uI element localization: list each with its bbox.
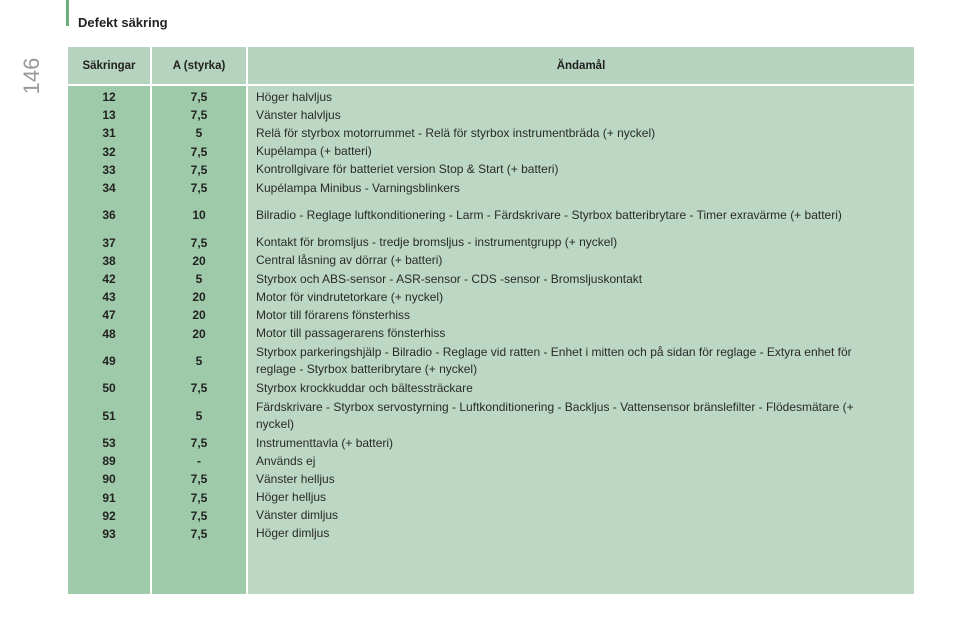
fuse-number-cell: 48 <box>102 326 116 341</box>
amperage-cell: 7,5 <box>190 108 208 123</box>
amperage-cell: 5 <box>195 272 203 287</box>
fuse-number-cell: 43 <box>102 290 116 305</box>
fuse-number-cell: 53 <box>102 436 116 451</box>
fuse-number-cell: 91 <box>102 490 116 505</box>
amperage-cell: 7,5 <box>190 144 208 159</box>
fuse-number-cell: 31 <box>102 126 116 141</box>
fuse-number-cell: 92 <box>102 508 116 523</box>
purpose-cell: Höger helljus <box>256 490 327 505</box>
section-accent-bar <box>66 0 69 26</box>
table-header <box>68 47 914 86</box>
fuse-number-cell: 42 <box>102 272 116 287</box>
purpose-cell: Styrbox parkeringshjälp - Bilradio - Reglage vid ratten - Enhet i mitten och på sidan för reglage - Extyra enhet för reglage - Styrbox batteribrytare (+ nyckel) <box>256 345 852 376</box>
amperage-cell: 7,5 <box>190 181 208 196</box>
amperage-cell: 20 <box>192 290 206 305</box>
purpose-cell: Vänster dimljus <box>256 508 339 523</box>
purpose-cell: Motor för vindrutetorkare (+ nyckel) <box>256 289 444 304</box>
amperage-cell: 20 <box>192 253 206 268</box>
page-number: 146 <box>19 57 44 95</box>
purpose-cell: Höger dimljus <box>256 526 330 541</box>
amperage-cell: 7,5 <box>190 508 208 523</box>
amperage-cell: 7,5 <box>190 436 208 451</box>
fuse-number-cell: 47 <box>102 308 116 323</box>
table-body <box>68 86 914 594</box>
purpose-cell: Används ej <box>256 453 316 468</box>
purpose-cell: Kontakt för bromsljus - tredje bromsljus - instrumentgrupp (+ nyckel) <box>256 235 618 250</box>
section-title: Defekt säkring <box>78 15 168 30</box>
amperage-cell: 5 <box>195 126 203 141</box>
purpose-cell: Relä för styrbox motorrummet - Relä för styrbox instrumentbräda (+ nyckel) <box>256 125 656 140</box>
fuse-number-cell: 89 <box>102 454 116 469</box>
fuse-number-cell: 13 <box>102 108 116 123</box>
fuse-number-cell: 34 <box>102 181 116 196</box>
amperage-cell: 20 <box>192 308 206 323</box>
purpose-cell: Vänster halvljus <box>256 107 341 122</box>
amperage-cell: 5 <box>195 408 203 423</box>
fuse-number-cell: 36 <box>102 208 116 223</box>
purpose-cell: Bilradio - Reglage luftkonditionering - Larm - Färdskrivare - Styrbox batteribrytare - Timer exravärme (+ batteri) <box>256 207 842 222</box>
purpose-cell: Kupélampa Minibus - Varningsblinkers <box>256 180 460 195</box>
amperage-cell: 10 <box>192 208 206 223</box>
amperage-cell: 7,5 <box>190 472 208 487</box>
amperage-cell: 7,5 <box>190 490 208 505</box>
amperage-cell: - <box>197 454 201 469</box>
amperage-column <box>152 86 248 594</box>
amperage-cell: 5 <box>195 354 203 368</box>
purpose-cell: Motor till förarens fönsterhiss <box>256 307 411 322</box>
column-header-amperage: A (styrka) <box>152 47 248 84</box>
fuse-number-cell: 50 <box>102 381 116 396</box>
amperage-cell: 7,5 <box>190 381 208 396</box>
purpose-cell: Kontrollgivare för batteriet version Stop & Start (+ batteri) <box>256 162 559 177</box>
fuse-number-cell: 90 <box>102 472 116 487</box>
fuse-number-cell: 37 <box>102 235 116 250</box>
column-header-purpose: Ändamål <box>556 59 606 72</box>
purpose-cell: Färdskrivare - Styrbox servostyrning - Luftkonditionering - Backljus - Vattensensor bränslefilter - Flödesmätare (+ nyckel) <box>256 399 854 431</box>
purpose-cell: Styrbox krockkuddar och bältessträckare <box>256 380 473 395</box>
fuse-number-cell: 38 <box>102 253 116 268</box>
amperage-cell: 7,5 <box>190 162 208 177</box>
amperage-cell: 7,5 <box>190 235 208 250</box>
purpose-column <box>248 86 914 594</box>
fuse-number-cell: 32 <box>102 144 116 159</box>
amperage-cell: 20 <box>192 326 206 341</box>
fuse-table <box>68 47 914 594</box>
fuse-number-cell: 33 <box>102 162 116 177</box>
purpose-cell: Motor till passagerarens fönsterhiss <box>256 326 446 341</box>
fuse-number-cell: 93 <box>102 526 116 541</box>
fuse-number-cell: 49 <box>102 354 116 368</box>
fuse-number-cell: 51 <box>102 408 116 423</box>
fuse-number-column <box>68 86 152 594</box>
purpose-cell: Styrbox och ABS-sensor - ASR-sensor - CDS -sensor - Bromsljuskontakt <box>256 271 643 286</box>
column-header-fuses: Säkringar <box>68 47 152 84</box>
amperage-cell: 7,5 <box>190 90 208 105</box>
purpose-cell: Central låsning av dörrar (+ batteri) <box>256 253 443 268</box>
purpose-cell: Vänster helljus <box>256 471 335 486</box>
amperage-cell: 7,5 <box>190 526 208 541</box>
purpose-cell: Instrumenttavla (+ batteri) <box>256 435 394 450</box>
fuse-number-cell: 12 <box>102 90 116 105</box>
purpose-cell: Höger halvljus <box>256 89 333 104</box>
purpose-cell: Kupélampa (+ batteri) <box>256 144 372 159</box>
